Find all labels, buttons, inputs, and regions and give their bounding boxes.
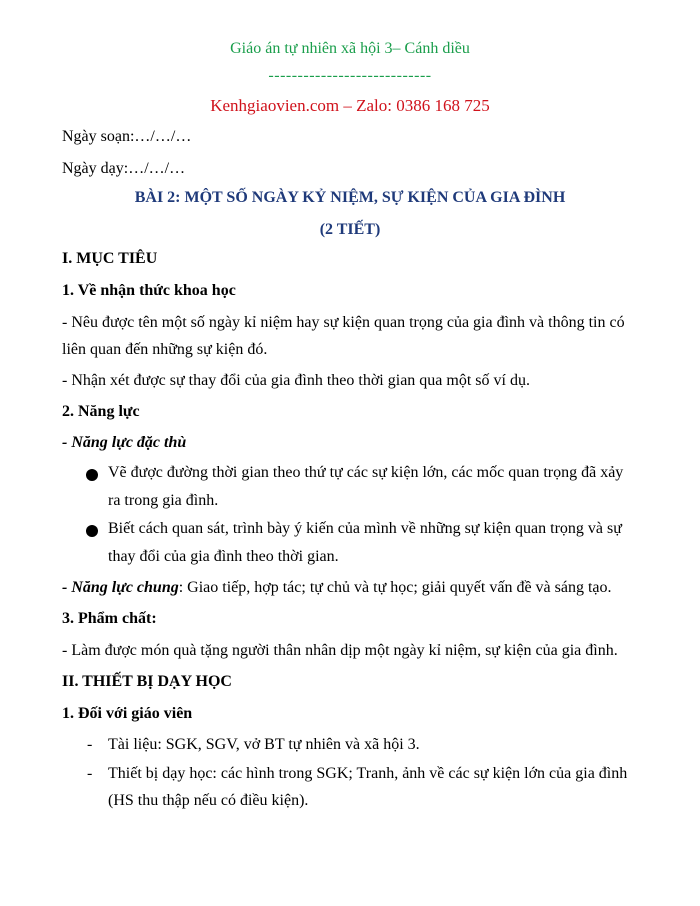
subheading-competence: 2. Năng lực <box>62 403 140 420</box>
equipment-item: Tài liệu: SGK, SGV, vở BT tự nhiên và xã hội 3. <box>108 736 420 753</box>
general-competence <box>62 579 612 597</box>
website-contact: Kenhgiaovien.com – Zalo: 0386 168 725 <box>210 96 490 115</box>
specific-competence-label: - Năng lực đặc thù <box>62 434 187 451</box>
quality-text: - Làm được món quà tặng người thân nhân dịp một ngày kỉ niệm, sự kiện của gia đình. <box>62 642 618 659</box>
general-competence-text: : Giao tiếp, hợp tác; tự chủ và tự học; giải quyết vấn đề và sáng tạo. <box>178 579 612 596</box>
document-subtitle: Giáo án tự nhiên xã hội 3– Cánh diều <box>230 40 470 57</box>
section-heading-objectives: I. MỤC TIÊU <box>62 250 158 267</box>
bullet-icon <box>86 525 98 537</box>
equipment-item: (HS thu thập nếu có điều kiện). <box>108 792 309 809</box>
section-heading-equipment: II. THIẾT BỊ DẠY HỌC <box>62 673 232 690</box>
bullet-icon <box>86 469 98 481</box>
subheading-teacher: 1. Đối với giáo viên <box>62 705 193 722</box>
objective-text: - Nêu được tên một số ngày kỉ niệm hay sự kiện quan trọng của gia đình và thông tin có <box>62 314 625 331</box>
competence-item: thay đổi của gia đình theo thời gian. <box>108 548 339 565</box>
subheading-qualities: 3. Phẩm chất: <box>62 610 157 627</box>
objective-text: liên quan đến những sự kiện đó. <box>62 341 268 358</box>
general-competence-label: - Năng lực chung <box>62 579 179 596</box>
dash-marker: - <box>87 765 93 782</box>
prep-date: Ngày soạn:…/…/… <box>62 128 192 145</box>
teach-date: Ngày dạy:…/…/… <box>62 160 186 177</box>
competence-item: ra trong gia đình. <box>108 492 219 509</box>
dash-marker: - <box>87 736 93 753</box>
lesson-duration: (2 TIẾT) <box>319 221 381 238</box>
subheading-science-awareness: 1. Về nhận thức khoa học <box>62 282 236 299</box>
competence-item: Vẽ được đường thời gian theo thứ tự các sự kiện lớn, các mốc quan trọng đã xảy <box>108 464 624 481</box>
lesson-title: BÀI 2: MỘT SỐ NGÀY KỶ NIỆM, SỰ KIỆN CỦA GIA ĐÌNH <box>134 189 566 206</box>
objective-text: - Nhận xét được sự thay đổi của gia đình theo thời gian qua một số ví dụ. <box>62 372 530 389</box>
header-divider: ---------------------------- <box>268 67 432 84</box>
equipment-item: Thiết bị dạy học: các hình trong SGK; Tranh, ảnh về các sự kiện lớn của gia đình <box>108 765 628 782</box>
competence-item: Biết cách quan sát, trình bày ý kiến của mình về những sự kiện quan trọng và sự <box>108 520 622 537</box>
